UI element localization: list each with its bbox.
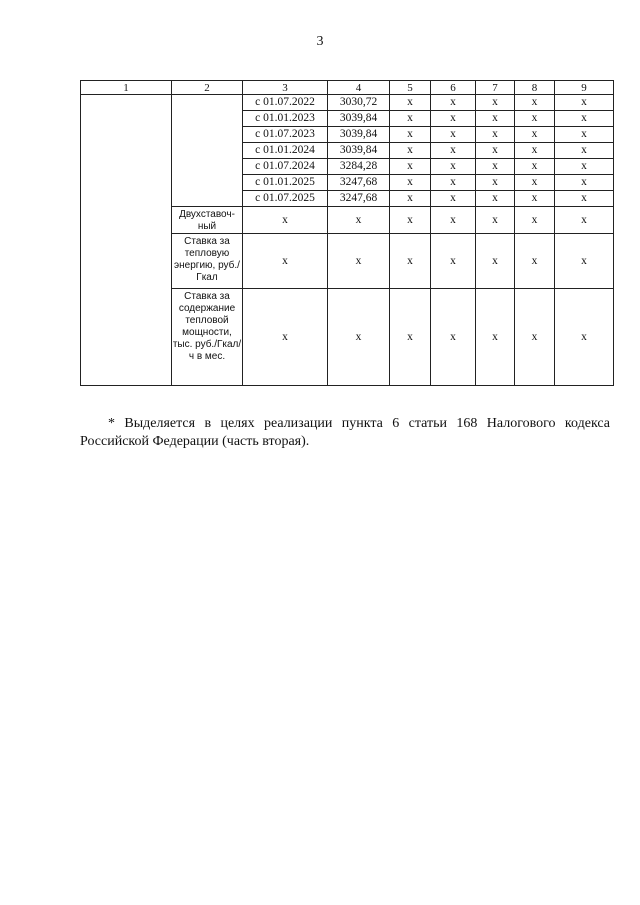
header-cell: 1 bbox=[81, 81, 172, 95]
mark-cell: х bbox=[431, 159, 476, 175]
period-value-cell: 3247,68 bbox=[328, 175, 390, 191]
mark-cell: х bbox=[555, 143, 614, 159]
header-cell: 4 bbox=[328, 81, 390, 95]
mark-cell: х bbox=[515, 191, 555, 207]
mark-cell: х bbox=[431, 207, 476, 234]
header-cell: 6 bbox=[431, 81, 476, 95]
period-date-cell: с 01.07.2024 bbox=[243, 159, 328, 175]
table-row bbox=[81, 95, 614, 111]
header-cell: 3 bbox=[243, 81, 328, 95]
mark-cell: х bbox=[390, 191, 431, 207]
mark-cell: х bbox=[515, 127, 555, 143]
mark-cell: х bbox=[515, 159, 555, 175]
mark-cell: х bbox=[390, 175, 431, 191]
mark-cell: х bbox=[515, 234, 555, 289]
period-value-cell: 3030,72 bbox=[328, 95, 390, 111]
period-date-cell: с 01.07.2022 bbox=[243, 95, 328, 111]
period-value-cell: 3284,28 bbox=[328, 159, 390, 175]
mark-cell: х bbox=[328, 289, 390, 386]
mark-cell: х bbox=[476, 175, 515, 191]
header-cell: 2 bbox=[172, 81, 243, 95]
mark-cell: х bbox=[390, 234, 431, 289]
period-value-cell: 3039,84 bbox=[328, 127, 390, 143]
mark-cell: х bbox=[431, 111, 476, 127]
mark-cell: х bbox=[476, 191, 515, 207]
mark-cell: х bbox=[476, 289, 515, 386]
period-value-cell: 3247,68 bbox=[328, 191, 390, 207]
mark-cell: х bbox=[555, 111, 614, 127]
mark-cell: х bbox=[555, 95, 614, 111]
page-number: 3 bbox=[316, 34, 324, 49]
mark-cell: х bbox=[243, 234, 328, 289]
mark-cell: х bbox=[476, 234, 515, 289]
mark-cell: х bbox=[476, 143, 515, 159]
period-date-cell: с 01.01.2023 bbox=[243, 111, 328, 127]
period-date-cell: с 01.01.2025 bbox=[243, 175, 328, 191]
rate-type-label: Ставка за содержание тепловой мощности, тыс. руб./Гкал/ч в мес. bbox=[172, 289, 243, 386]
mark-cell: х bbox=[555, 289, 614, 386]
mark-cell: х bbox=[243, 289, 328, 386]
group-cell-col2 bbox=[172, 95, 243, 207]
mark-cell: х bbox=[390, 127, 431, 143]
period-value-cell: 3039,84 bbox=[328, 143, 390, 159]
period-date-cell: с 01.01.2024 bbox=[243, 143, 328, 159]
mark-cell: х bbox=[476, 207, 515, 234]
mark-cell: х bbox=[515, 175, 555, 191]
mark-cell: х bbox=[515, 95, 555, 111]
header-cell: 9 bbox=[555, 81, 614, 95]
header-cell: 7 bbox=[476, 81, 515, 95]
mark-cell: х bbox=[555, 175, 614, 191]
mark-cell: х bbox=[476, 95, 515, 111]
rate-type-label: Ставка за тепловую энергию, руб./Гкал bbox=[172, 234, 243, 289]
mark-cell: х bbox=[515, 289, 555, 386]
mark-cell: х bbox=[390, 289, 431, 386]
mark-cell: х bbox=[390, 207, 431, 234]
mark-cell: х bbox=[431, 234, 476, 289]
tariff-table bbox=[80, 80, 614, 386]
mark-cell: х bbox=[555, 207, 614, 234]
mark-cell: х bbox=[555, 127, 614, 143]
mark-cell: х bbox=[390, 95, 431, 111]
mark-cell: х bbox=[555, 191, 614, 207]
mark-cell: х bbox=[328, 207, 390, 234]
mark-cell: х bbox=[555, 234, 614, 289]
mark-cell: х bbox=[431, 143, 476, 159]
mark-cell: х bbox=[431, 191, 476, 207]
mark-cell: х bbox=[390, 143, 431, 159]
group-cell-col1 bbox=[81, 95, 172, 386]
mark-cell: х bbox=[476, 127, 515, 143]
rate-type-label: Двухставоч-ный bbox=[172, 207, 243, 234]
period-date-cell: с 01.07.2023 bbox=[243, 127, 328, 143]
mark-cell: х bbox=[476, 111, 515, 127]
mark-cell: х bbox=[431, 175, 476, 191]
mark-cell: х bbox=[328, 234, 390, 289]
mark-cell: х bbox=[390, 111, 431, 127]
mark-cell: х bbox=[555, 159, 614, 175]
period-date-cell: с 01.07.2025 bbox=[243, 191, 328, 207]
mark-cell: х bbox=[515, 143, 555, 159]
mark-cell: х bbox=[515, 111, 555, 127]
mark-cell: х bbox=[390, 159, 431, 175]
footnote: * Выделяется в целях реализации пункта 6 статьи 168 Налогового кодекса Российской Федерации (часть вторая). bbox=[80, 416, 610, 449]
table-header-row bbox=[81, 81, 614, 95]
mark-cell: х bbox=[243, 207, 328, 234]
mark-cell: х bbox=[431, 127, 476, 143]
period-value-cell: 3039,84 bbox=[328, 111, 390, 127]
mark-cell: х bbox=[431, 95, 476, 111]
header-cell: 8 bbox=[515, 81, 555, 95]
header-cell: 5 bbox=[390, 81, 431, 95]
mark-cell: х bbox=[476, 159, 515, 175]
mark-cell: х bbox=[515, 207, 555, 234]
mark-cell: х bbox=[431, 289, 476, 386]
